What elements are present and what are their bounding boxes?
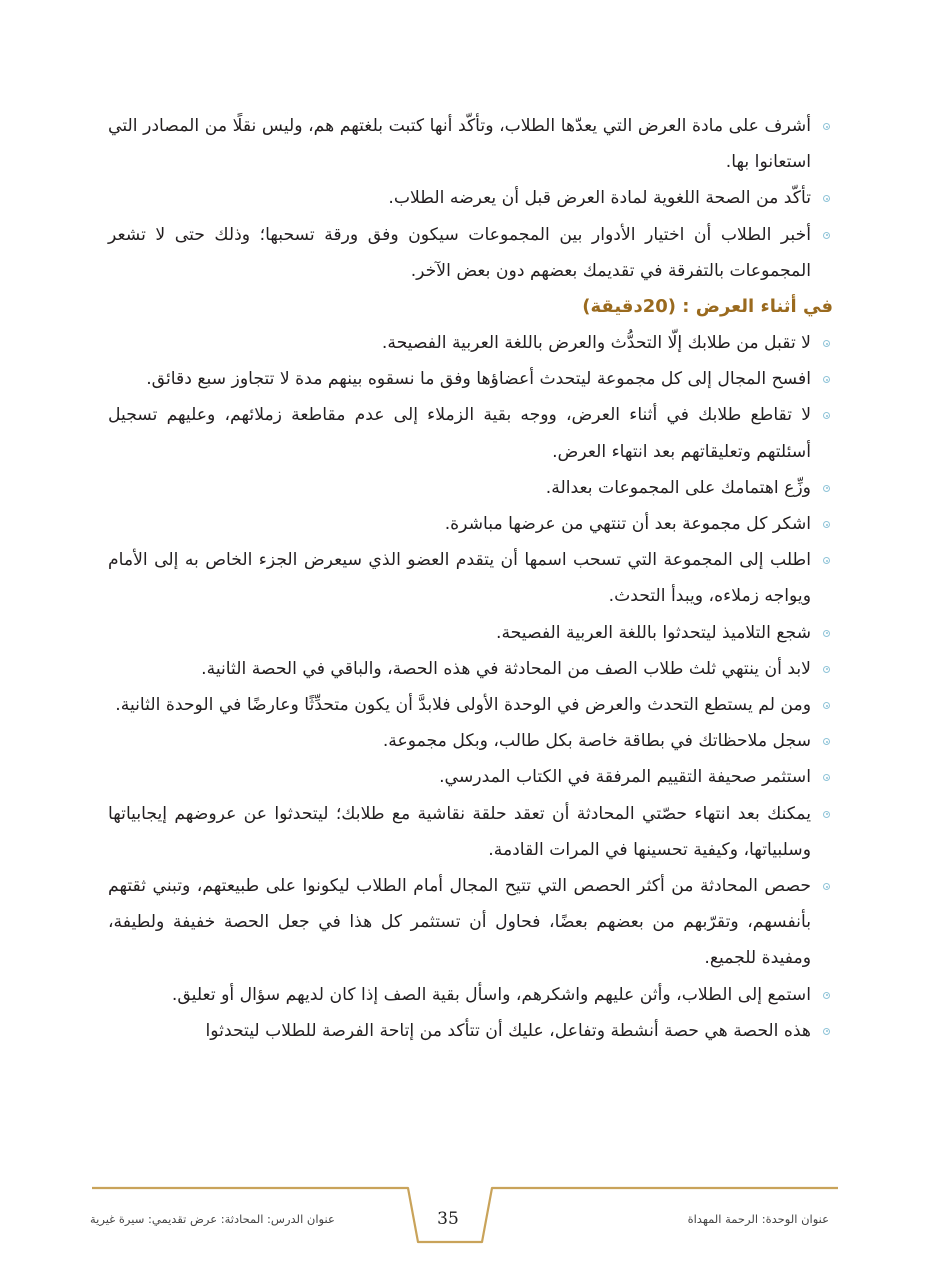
list-item — [108, 397, 833, 469]
bullet-icon — [823, 557, 830, 564]
list-item-text: أشرف على مادة العرض التي يعدّها الطلاب، وتأكّد أنها كتبت بلغتهم هم، وليس نقلًا من المصادر التي استعانوا بها. — [108, 116, 811, 173]
bullet-icon — [823, 232, 830, 239]
list-item-text: ومن لم يستطع التحدث والعرض في الوحدة الأولى فلابدَّ أن يكون متحدِّثًا وعارضًا في الوحدة الثانية. — [115, 695, 811, 716]
list-item — [108, 108, 833, 180]
list-item — [108, 759, 833, 795]
list-item-text: اطلب إلى المجموعة التي تسحب اسمها أن يتقدم العضو الذي سيعرض الجزء الخاص به إلى الأمام ويواجه زملاءه، ويبدأ التحدث. — [108, 550, 811, 607]
list-item — [108, 687, 833, 723]
list-item-text: لا تقاطع طلابك في أثناء العرض، ووجه بقية الزملاء إلى عدم مقاطعة زملائهم، وعليهم تسجيل أسئلتهم وتعليقاتهم بعد انتهاء العرض. — [108, 405, 811, 462]
list-item-text: وزِّع اهتمامك على المجموعات بعدالة. — [545, 477, 811, 498]
bullet-icon — [823, 738, 830, 745]
list-item — [108, 723, 833, 759]
list-item — [108, 651, 833, 687]
page-footer — [0, 1182, 945, 1252]
list-item-text: لابد أن ينتهي ثلث طلاب الصف من المحادثة في هذه الحصة، والباقي في الحصة الثانية. — [201, 658, 811, 679]
list-item — [108, 868, 833, 977]
bullet-icon — [823, 702, 830, 709]
list-item-text: يمكنك بعد انتهاء حصّتي المحادثة أن تعقد حلقة نقاشية مع طلابك؛ ليتحدثوا عن عروضهم إيجابياتها وسلبياتها، وكيفية تحسينها في المرات القادمة. — [108, 803, 811, 860]
list-item — [108, 1013, 833, 1049]
bullet-icon — [823, 774, 830, 781]
list-item-text: لا تقبل من طلابك إلّا التحدُّث والعرض باللغة العربية الفصيحة. — [381, 333, 811, 354]
list-item — [108, 542, 833, 614]
page-content — [108, 108, 833, 1049]
bullet-icon — [823, 485, 830, 492]
list-item-text: اشكر كل مجموعة بعد أن تنتهي من عرضها مباشرة. — [444, 514, 811, 535]
list-item — [108, 470, 833, 506]
list-item-text: حصص المحادثة من أكثر الحصص التي تتيح المجال أمام الطلاب ليكونوا على طبيعتهم، وتبني ثقتهم بأنفسهم، وتقرّبهم من بعضهم بعضًا، فحاول أن تستثمر كل هذا في جعل الحصة خفيفة ولطيفة، ومفيدة للجميع. — [108, 876, 811, 969]
bullet-icon — [823, 412, 830, 419]
bullet-list-during — [108, 325, 833, 1049]
list-item — [108, 217, 833, 289]
section-heading: في أثناء العرض : (20دقيقة) — [582, 296, 833, 318]
list-item — [108, 361, 833, 397]
footer-unit-title: عنوان الوحدة: الرحمة المهداة — [687, 1212, 829, 1226]
bullet-icon — [823, 195, 830, 202]
list-item — [108, 180, 833, 216]
footer-lesson-title: عنوان الدرس: المحادثة: عرض تقديمي: سيرة غيرية — [90, 1212, 335, 1226]
list-item-text: تأكّد من الصحة اللغوية لمادة العرض قبل أن يعرضه الطلاب. — [388, 188, 811, 209]
list-item-text: هذه الحصة هي حصة أنشطة وتفاعل، عليك أن تتأكد من إتاحة الفرصة للطلاب ليتحدثوا — [205, 1020, 811, 1041]
bullet-icon — [823, 376, 830, 383]
bullet-icon — [823, 992, 830, 999]
bullet-icon — [823, 521, 830, 528]
bullet-icon — [823, 1028, 830, 1035]
list-item-text: استمع إلى الطلاب، وأثن عليهم واشكرهم، واسأل بقية الصف إذا كان لديهم سؤال أو تعليق. — [171, 984, 811, 1005]
list-item-text: سجل ملاحظاتك في بطاقة خاصة بكل طالب، وبكل مجموعة. — [382, 731, 811, 752]
list-item — [108, 796, 833, 868]
bullet-icon — [823, 666, 830, 673]
bullet-list-before — [108, 108, 833, 289]
list-item-text: افسح المجال إلى كل مجموعة ليتحدث أعضاؤها وفق ما نسقوه بينهم مدة لا تتجاوز سبع دقائق. — [146, 369, 811, 390]
bullet-icon — [823, 340, 830, 347]
bullet-icon — [823, 123, 830, 130]
list-item — [108, 977, 833, 1013]
list-item — [108, 615, 833, 651]
bullet-icon — [823, 811, 830, 818]
list-item-text: استثمر صحيفة التقييم المرفقة في الكتاب المدرسي. — [439, 767, 811, 788]
list-item — [108, 506, 833, 542]
bullet-icon — [823, 883, 830, 890]
list-item-text: شجع التلاميذ ليتحدثوا باللغة العربية الفصيحة. — [496, 622, 811, 643]
list-item — [108, 325, 833, 361]
list-item-text: أخبر الطلاب أن اختيار الأدوار بين المجموعات سيكون وفق ورقة تسحبها؛ وذلك حتى لا تشعر المجموعات بالتفرقة في تقديمك بعضهم دون بعض الآخر. — [108, 224, 811, 281]
page-number: 35 — [437, 1209, 459, 1229]
bullet-icon — [823, 630, 830, 637]
